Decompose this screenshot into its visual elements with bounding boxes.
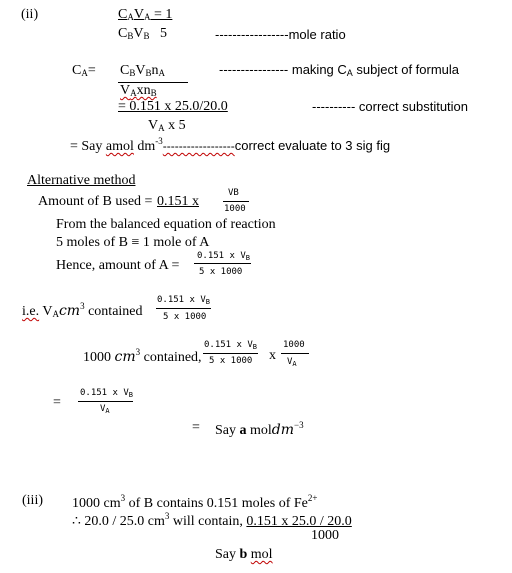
say-a-line: Say a moldm$^{-3}$: [215, 420, 304, 438]
part-iii-line4: Say b mol: [215, 547, 273, 562]
part-ii-label: (ii): [21, 7, 39, 22]
subject-numerator: $C_BV_Bn_A$: [120, 63, 165, 78]
result-frac-bar: [78, 401, 133, 402]
substitution-note: ---------- correct substitution: [312, 99, 469, 114]
subject-note: ---------------- making $C_A$ subject of formula: [219, 62, 460, 78]
hence-frac-bar: [194, 263, 251, 264]
evaluate-line: = Say amol $dm^{-3}-----------------$-correct evaluate to 3 sig fig: [70, 136, 391, 154]
k-frac2-bar: [281, 353, 309, 354]
alternative-heading: Alternative method: [27, 173, 136, 188]
ie-line: i.e. $V_Acm^3$ contained: [22, 301, 143, 319]
say-a-eq: =: [192, 420, 200, 435]
result-eq: =: [53, 395, 61, 410]
subject-denominator: $V_Axn_B$: [120, 83, 157, 98]
part-iii-line1: 1000 $cm^3$ of B contains 0.151 moles of $Fe^{2+}$: [72, 493, 318, 511]
balanced-line: From the balanced equation of reaction: [56, 217, 276, 232]
ratio-denominator: $C_BV_B$ 5: [118, 26, 167, 41]
result-frac-num: 0.151 x $V_B$: [80, 388, 133, 399]
part-iii-line3: 1000: [311, 528, 339, 543]
ie-frac-bar: [156, 308, 211, 309]
ie-frac-num: 0.151 x $V_B$: [157, 295, 210, 306]
k-frac2-num: 1000: [283, 340, 305, 350]
part-iii-line2: ∴ 20.0 / 25.0 $cm^3$ will contain, 0.151 x 25.0 / 20.0: [72, 511, 352, 529]
amount-b-label: Amount of B used =: [38, 194, 153, 209]
substitution-line2: $V_A$ x 5: [148, 118, 186, 133]
hence-label: Hence, amount of A =: [56, 258, 180, 273]
subject-lhs: $C_A=$: [72, 63, 96, 78]
amount-b-frac-den: 1000: [224, 204, 246, 214]
k-frac2-den: $V_A$: [287, 357, 297, 368]
substitution-line1: = 0.151 x 25.0/20.0: [118, 99, 228, 114]
k-frac-num: 0.151 x $V_B$: [204, 340, 257, 351]
amount-b-value: 0.151 x: [157, 194, 199, 209]
result-frac-den: $V_A$: [100, 404, 110, 415]
ratio-numerator: $C_AV_A = 1$: [118, 7, 173, 22]
k-frac-den: 5 x 1000: [209, 356, 253, 366]
k-frac-bar: [203, 353, 258, 354]
k-times: x: [269, 348, 276, 363]
amount-b-frac-bar: [223, 201, 249, 202]
amount-b-frac-num: VB: [228, 188, 239, 198]
moles-line: 5 moles of B ≡ 1 mole of A: [56, 235, 210, 250]
ie-frac-den: 5 x 1000: [163, 312, 207, 322]
hence-frac-den: 5 x 1000: [199, 267, 243, 277]
hence-frac-num: 0.151 x $V_B$: [197, 251, 250, 262]
part-iii-label: (iii): [22, 493, 43, 508]
k-line: 1000 $cm^3$ contained,: [83, 347, 202, 365]
ratio-note: -----------------mole ratio: [215, 27, 346, 42]
